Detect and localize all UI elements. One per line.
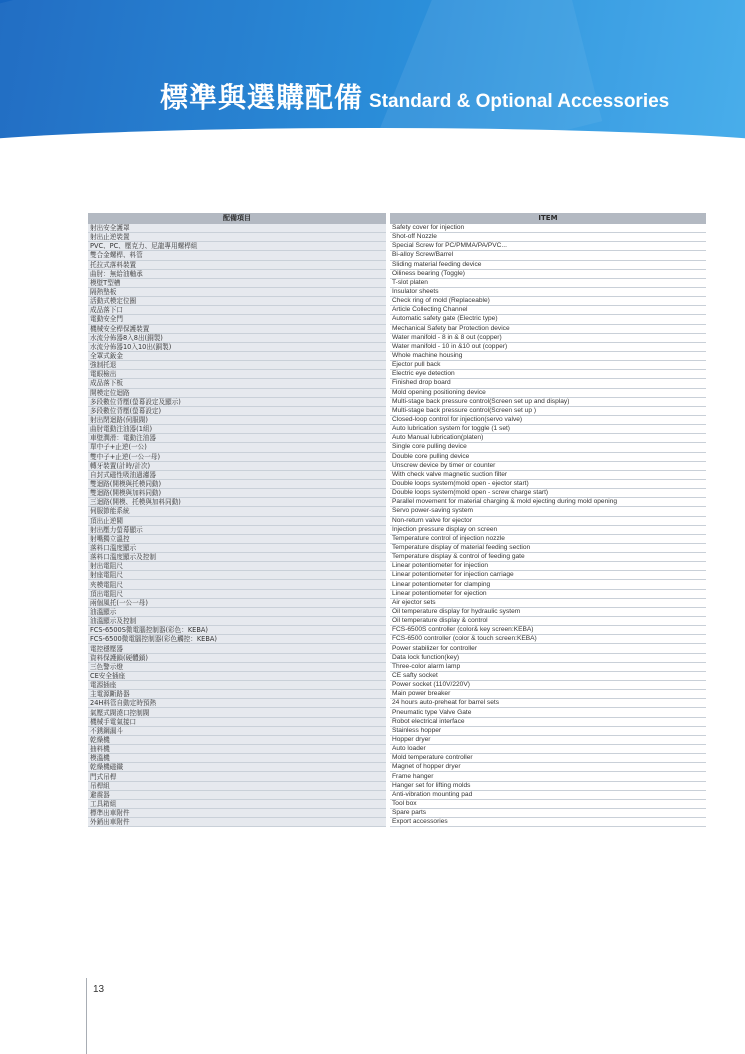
item-name-zh: 強制托退 <box>88 361 386 370</box>
item-name-en: Injection pressure display on screen <box>390 525 706 534</box>
banner-curve <box>0 128 745 158</box>
item-name-zh: 水流分佈器8入8出(銅製) <box>88 333 386 342</box>
item-name-en: With check valve magnetic suction filter <box>390 470 706 479</box>
table-row <box>88 571 706 580</box>
item-name-en: Hanger set for lifting molds <box>390 781 706 790</box>
item-name-en: Double core pulling device <box>390 452 706 461</box>
item-name-zh: 活動式模定位圈 <box>88 297 386 306</box>
item-name-en: Ejector pull back <box>390 361 706 370</box>
table-row <box>88 681 706 690</box>
item-name-en: Robot electrical interface <box>390 717 706 726</box>
header-banner <box>0 0 745 158</box>
item-name-en: Data lock function(key) <box>390 653 706 662</box>
item-name-en: Non-return valve for ejector <box>390 516 706 525</box>
item-name-zh: 自封式磁性吸油過濾器 <box>88 470 386 479</box>
item-name-zh: 多段數位背壓(螢幕設定及顯示) <box>88 397 386 406</box>
table-row <box>88 690 706 699</box>
item-name-en: Linear potentiometer for clamping <box>390 580 706 589</box>
item-name-en: Temperature display of material feeding section <box>390 543 706 552</box>
table-row <box>88 763 706 772</box>
item-name-zh: 三迴路(開模、托模與加料同動) <box>88 498 386 507</box>
item-name-en: Single core pulling device <box>390 443 706 452</box>
item-name-zh: 電控穩壓器 <box>88 644 386 653</box>
item-name-en: Temperature display & control of feeding gate <box>390 553 706 562</box>
item-name-en: Stainless hopper <box>390 726 706 735</box>
item-name-zh: 成品落下口 <box>88 306 386 315</box>
item-name-en: Bi-alloy Screw/Barrel <box>390 251 706 260</box>
item-name-zh: 水流分佈器10入10出(銅製) <box>88 342 386 351</box>
table-row <box>88 251 706 260</box>
table-row <box>88 342 706 351</box>
item-name-en: Pneumatic type Valve Gate <box>390 708 706 717</box>
item-name-en: Article Collecting Channel <box>390 306 706 315</box>
table-row <box>88 617 706 626</box>
item-name-zh: 主電源斷路器 <box>88 690 386 699</box>
item-name-en: Linear potentiometer for injection carriage <box>390 571 706 580</box>
item-name-en: Oiliness bearing (Toggle) <box>390 269 706 278</box>
item-name-en: Tool box <box>390 799 706 808</box>
item-name-en: Power stabilizer for controller <box>390 644 706 653</box>
table-row <box>88 507 706 516</box>
table-body <box>88 224 706 827</box>
table-row <box>88 553 706 562</box>
item-name-en: Multi-stage back pressure control(Screen set up ) <box>390 406 706 415</box>
table-row <box>88 461 706 470</box>
table-row <box>88 233 706 242</box>
item-name-zh: 吊桿組 <box>88 781 386 790</box>
item-name-zh: 機械安全桿保護裝置 <box>88 324 386 333</box>
table-row <box>88 434 706 443</box>
item-name-en: Linear potentiometer for ejection <box>390 589 706 598</box>
item-name-en: Finished drop board <box>390 379 706 388</box>
table-row <box>88 260 706 269</box>
item-name-zh: FCS-6500S微電腦控制器(彩色：KEBA) <box>88 626 386 635</box>
table-row <box>88 370 706 379</box>
item-name-en: FCS-6500S controller (color& key screen:KEBA) <box>390 626 706 635</box>
item-name-en: Temperature control of injection nozzle <box>390 534 706 543</box>
table-row <box>88 662 706 671</box>
item-name-en: Anti-vibration mounting pad <box>390 790 706 799</box>
item-name-zh: 射出壓力螢幕顯示 <box>88 525 386 534</box>
item-name-en: T-slot platen <box>390 278 706 287</box>
item-name-zh: 乾燥機 <box>88 735 386 744</box>
item-name-zh: 雙合金螺桿、料管 <box>88 251 386 260</box>
table-row <box>88 242 706 251</box>
item-name-zh: 避震器 <box>88 790 386 799</box>
item-name-en: Water manifold - 8 in & 8 out (copper) <box>390 333 706 342</box>
item-name-en: Air ejector sets <box>390 598 706 607</box>
item-name-en: Water manifold - 10 in &10 out (copper) <box>390 342 706 351</box>
table-row <box>88 415 706 424</box>
item-name-en: Auto lubrication system for toggle (1 set) <box>390 425 706 434</box>
item-name-zh: 模溫機 <box>88 754 386 763</box>
table-row <box>88 543 706 552</box>
item-name-zh: 車壁潤滑：電動注油器 <box>88 434 386 443</box>
item-name-en: Automatic safety gate (Electric type) <box>390 315 706 324</box>
item-name-zh: 射出安全護罩 <box>88 224 386 233</box>
item-name-en: Insulator sheets <box>390 287 706 296</box>
item-name-en: Hopper dryer <box>390 735 706 744</box>
item-name-en: Mechanical Safety bar Protection device <box>390 324 706 333</box>
item-name-en: Closed-loop control for injection(servo valve) <box>390 415 706 424</box>
page-title-en: Standard & Optional Accessories <box>369 91 670 112</box>
table-row <box>88 425 706 434</box>
item-name-zh: 頂出止逆閥 <box>88 516 386 525</box>
table-row <box>88 479 706 488</box>
item-name-en: Parallel movement for material charging & mold ejecting during mold opening <box>390 498 706 507</box>
page-number: 13 <box>93 984 105 995</box>
item-name-zh: 轉牙裝置(計時/計次) <box>88 461 386 470</box>
item-name-zh: 機械手電氣接口 <box>88 717 386 726</box>
table-header-row <box>88 213 706 224</box>
table-row <box>88 626 706 635</box>
header-item-en: ITEM <box>390 213 706 224</box>
table-row <box>88 315 706 324</box>
item-name-zh: 雙迴路(開模與加料同動) <box>88 489 386 498</box>
item-name-zh: 油溫顯示 <box>88 607 386 616</box>
item-name-en: Linear potentiometer for injection <box>390 562 706 571</box>
item-name-zh: 射座電阻尺 <box>88 571 386 580</box>
item-name-zh: 射出止逆裝置 <box>88 233 386 242</box>
table-row <box>88 379 706 388</box>
page-divider <box>86 978 87 1054</box>
item-name-zh: PVC、PC、壓克力、尼龍專用螺桿組 <box>88 242 386 251</box>
table-row <box>88 598 706 607</box>
item-name-en: Magnet of hopper dryer <box>390 763 706 772</box>
item-name-zh: 落料口溫度顯示 <box>88 543 386 552</box>
item-name-zh: CE安全插座 <box>88 671 386 680</box>
table-row <box>88 333 706 342</box>
item-name-en: Spare parts <box>390 809 706 818</box>
item-name-zh: 電眼檢出 <box>88 370 386 379</box>
table-row <box>88 772 706 781</box>
item-name-zh: 標準出車附件 <box>88 809 386 818</box>
table-row <box>88 699 706 708</box>
item-name-zh: 電動安全門 <box>88 315 386 324</box>
item-name-en: Whole machine housing <box>390 351 706 360</box>
table-row <box>88 818 706 827</box>
item-name-en: Auto loader <box>390 745 706 754</box>
table-row <box>88 635 706 644</box>
item-name-zh: 油溫顯示及控制 <box>88 617 386 626</box>
item-name-en: Oil temperature display & control <box>390 617 706 626</box>
table-row <box>88 361 706 370</box>
table-row <box>88 726 706 735</box>
item-name-zh: 頂出電阻尺 <box>88 589 386 598</box>
table-row <box>88 406 706 415</box>
item-name-zh: 托拉式落料裝置 <box>88 260 386 269</box>
table-row <box>88 443 706 452</box>
item-name-zh: 不銹鋼漏斗 <box>88 726 386 735</box>
table-row <box>88 717 706 726</box>
table-row <box>88 287 706 296</box>
table-row <box>88 224 706 233</box>
item-name-zh: 工具箱組 <box>88 799 386 808</box>
item-name-zh: 夾模電阻尺 <box>88 580 386 589</box>
table-row <box>88 745 706 754</box>
table-row <box>88 580 706 589</box>
item-name-zh: 單中子+止逆(一公) <box>88 443 386 452</box>
table-row <box>88 351 706 360</box>
item-name-en: Safety cover for injection <box>390 224 706 233</box>
table-row <box>88 644 706 653</box>
item-name-en: Double loops system(mold open - ejector start) <box>390 479 706 488</box>
item-name-en: 24 hours auto-preheat for barrel sets <box>390 699 706 708</box>
table-row <box>88 297 706 306</box>
item-name-en: Double loops system(mold open - screw charge start) <box>390 489 706 498</box>
item-name-zh: 雙中子+止逆(一公一母) <box>88 452 386 461</box>
item-name-zh: 曲肘：無給油軸承 <box>88 269 386 278</box>
item-name-en: Three-color alarm lamp <box>390 662 706 671</box>
item-name-zh: 曲肘電動注油器(1組) <box>88 425 386 434</box>
table-row <box>88 781 706 790</box>
item-name-en: Main power breaker <box>390 690 706 699</box>
table-row <box>88 269 706 278</box>
item-name-zh: 門式吊桿 <box>88 772 386 781</box>
item-name-zh: 射嘴獨立溫控 <box>88 534 386 543</box>
table-row <box>88 589 706 598</box>
item-name-zh: 乾燥機磁鐵 <box>88 763 386 772</box>
item-name-en: Mold opening positioning device <box>390 388 706 397</box>
accessories-table <box>88 213 706 827</box>
item-name-en: CE safty socket <box>390 671 706 680</box>
page-title <box>160 76 669 116</box>
item-name-en: Mold temperature controller <box>390 754 706 763</box>
table-row <box>88 671 706 680</box>
item-name-zh: 多段數位背壓(螢幕設定) <box>88 406 386 415</box>
item-name-en: Special Screw for PC/PMMA/PA/PVC... <box>390 242 706 251</box>
item-name-en: Electric eye detection <box>390 370 706 379</box>
table-row <box>88 708 706 717</box>
table-row <box>88 498 706 507</box>
item-name-en: FCS-6500 controller (color & touch screen:KEBA) <box>390 635 706 644</box>
item-name-zh: 外銷出車附件 <box>88 818 386 827</box>
table-row <box>88 525 706 534</box>
item-name-zh: 氣壓式閥澆口控制閥 <box>88 708 386 717</box>
table-row <box>88 534 706 543</box>
table-row <box>88 790 706 799</box>
table-row <box>88 324 706 333</box>
item-name-en: Unscrew device by timer or counter <box>390 461 706 470</box>
item-name-zh: FCS-6500微電腦控制器(彩色觸控：KEBA) <box>88 635 386 644</box>
item-name-en: Export accessories <box>390 818 706 827</box>
item-name-zh: 兩個風托(一公一母) <box>88 598 386 607</box>
item-name-zh: 射出電阻尺 <box>88 562 386 571</box>
table-row <box>88 470 706 479</box>
table-row <box>88 397 706 406</box>
item-name-zh: 抽料機 <box>88 745 386 754</box>
item-name-zh: 24H料管自動定時預熱 <box>88 699 386 708</box>
item-name-zh: 成品落下板 <box>88 379 386 388</box>
table-row <box>88 735 706 744</box>
item-name-zh: 伺服節能系統 <box>88 507 386 516</box>
item-name-zh: 射出閉迴路(伺服閥) <box>88 415 386 424</box>
table-row <box>88 754 706 763</box>
table-row <box>88 306 706 315</box>
item-name-en: Sliding material feeding device <box>390 260 706 269</box>
item-name-zh: 雙迴路(開模與托模同動) <box>88 479 386 488</box>
item-name-zh: 三色警示燈 <box>88 662 386 671</box>
item-name-en: Multi-stage back pressure control(Screen set up and display) <box>390 397 706 406</box>
item-name-en: Servo power-saving system <box>390 507 706 516</box>
header-item-zh: 配備項目 <box>88 213 386 224</box>
table-row <box>88 607 706 616</box>
item-name-zh: 全罩式鈑金 <box>88 351 386 360</box>
item-name-zh: 隔熱墊板 <box>88 287 386 296</box>
item-name-en: Power socket (110V/220V) <box>390 681 706 690</box>
table-row <box>88 653 706 662</box>
item-name-zh: 模壁T型槽 <box>88 278 386 287</box>
table-row <box>88 278 706 287</box>
item-name-en: Oil temperature display for hydraulic system <box>390 607 706 616</box>
table-row <box>88 809 706 818</box>
page-title-zh: 標準與選購配備 <box>160 81 364 114</box>
item-name-en: Frame hanger <box>390 772 706 781</box>
table-row <box>88 516 706 525</box>
item-name-en: Shot-off Nozzle <box>390 233 706 242</box>
item-name-en: Auto Manual lubrication(platen) <box>390 434 706 443</box>
table-row <box>88 489 706 498</box>
item-name-en: Check ring of mold (Replaceable) <box>390 297 706 306</box>
table-row <box>88 562 706 571</box>
item-name-zh: 落料口溫度顯示及控制 <box>88 553 386 562</box>
item-name-zh: 電源插座 <box>88 681 386 690</box>
item-name-zh: 資料保護鎖(硬體鎖) <box>88 653 386 662</box>
item-name-zh: 開模定位迴路 <box>88 388 386 397</box>
table-row <box>88 452 706 461</box>
table-row <box>88 799 706 808</box>
table-row <box>88 388 706 397</box>
